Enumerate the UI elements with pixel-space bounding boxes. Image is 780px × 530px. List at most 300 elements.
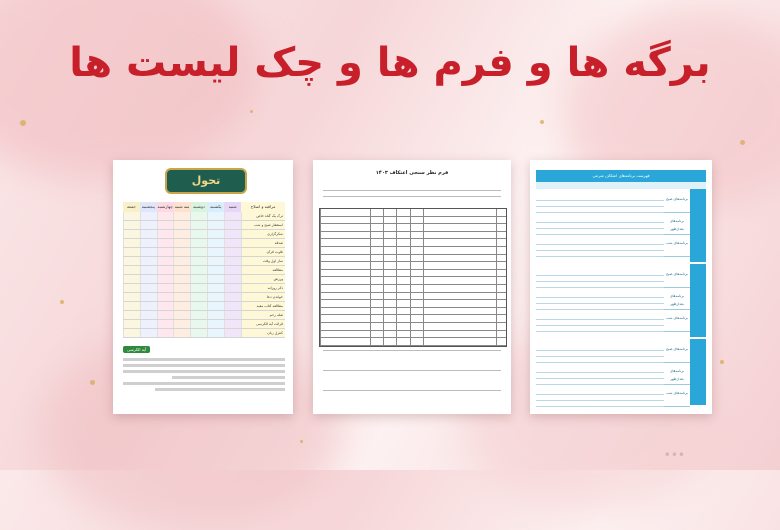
program-item: برنامه‌های شب — [664, 389, 690, 407]
checklist-row — [123, 266, 285, 275]
check-cell[interactable] — [190, 284, 207, 292]
survey-cell[interactable] — [383, 285, 396, 292]
check-cell[interactable] — [157, 293, 174, 301]
survey-cell[interactable] — [410, 255, 423, 262]
sheet-logo: تحول — [165, 168, 247, 194]
program-item: برنامه‌های بعدازظهر — [664, 367, 690, 385]
survey-cell[interactable] — [410, 239, 423, 246]
program-list-subheader — [536, 182, 706, 189]
survey-cell[interactable] — [496, 338, 506, 345]
survey-cell[interactable] — [383, 232, 396, 239]
check-cell[interactable] — [157, 266, 174, 274]
check-cell[interactable] — [173, 266, 190, 274]
survey-cell[interactable] — [320, 300, 370, 307]
survey-row — [320, 323, 506, 331]
survey-cell[interactable] — [320, 262, 370, 269]
survey-cell[interactable] — [410, 277, 423, 284]
survey-row — [320, 285, 506, 293]
program-line — [536, 275, 664, 276]
program-line — [536, 287, 664, 288]
survey-cell[interactable] — [496, 262, 506, 269]
survey-cell[interactable] — [423, 217, 496, 224]
survey-cell[interactable] — [383, 239, 396, 246]
text-line — [123, 358, 285, 361]
survey-cell[interactable] — [396, 293, 409, 300]
check-cell[interactable] — [224, 230, 241, 238]
survey-cell[interactable] — [370, 293, 383, 300]
survey-cell[interactable] — [320, 270, 370, 277]
check-cell[interactable] — [123, 275, 140, 283]
survey-cell[interactable] — [383, 247, 396, 254]
check-cell[interactable] — [207, 248, 224, 256]
check-cell[interactable] — [190, 302, 207, 310]
survey-cell[interactable] — [496, 270, 506, 277]
survey-cell[interactable] — [496, 277, 506, 284]
check-cell[interactable] — [207, 230, 224, 238]
survey-cell[interactable] — [423, 308, 496, 315]
survey-cell[interactable] — [410, 262, 423, 269]
checklist-row — [123, 239, 285, 248]
check-cell[interactable] — [157, 212, 174, 220]
check-cell[interactable] — [207, 239, 224, 247]
check-cell[interactable] — [157, 257, 174, 265]
program-line — [536, 222, 664, 223]
check-cell[interactable] — [140, 221, 157, 229]
survey-cell[interactable] — [410, 247, 423, 254]
program-line — [536, 256, 664, 257]
survey-cell[interactable] — [423, 232, 496, 239]
check-cell[interactable] — [123, 311, 140, 319]
check-cell[interactable] — [123, 293, 140, 301]
check-cell[interactable] — [207, 212, 224, 220]
checklist-row-label: مطالعه کتاب مفید — [241, 302, 285, 310]
check-cell[interactable] — [207, 302, 224, 310]
check-cell[interactable] — [157, 275, 174, 283]
survey-cell[interactable] — [423, 323, 496, 330]
gold-dot — [250, 110, 253, 113]
survey-cell[interactable] — [320, 224, 370, 231]
text-line — [323, 190, 501, 191]
survey-cell[interactable] — [320, 239, 370, 246]
checklist-row-label: نماز اول وقت — [241, 257, 285, 265]
check-cell[interactable] — [157, 239, 174, 247]
survey-row — [320, 331, 506, 339]
survey-cell[interactable] — [370, 308, 383, 315]
survey-form-sheet — [313, 160, 511, 414]
check-cell[interactable] — [173, 212, 190, 220]
survey-cell[interactable] — [396, 232, 409, 239]
check-cell[interactable] — [207, 311, 224, 319]
check-cell[interactable] — [123, 248, 140, 256]
check-cell[interactable] — [140, 212, 157, 220]
checklist-row-label: ورزش — [241, 275, 285, 283]
survey-cell[interactable] — [396, 331, 409, 338]
check-cell[interactable] — [190, 266, 207, 274]
survey-cell[interactable] — [496, 255, 506, 262]
survey-cell[interactable] — [370, 285, 383, 292]
survey-cell[interactable] — [370, 338, 383, 345]
text-line — [123, 382, 285, 385]
day-band — [690, 189, 706, 262]
survey-row — [320, 209, 506, 217]
checklist-row-label: ترک یک گناه خاص — [241, 212, 285, 220]
survey-cell[interactable] — [370, 277, 383, 284]
survey-cell[interactable] — [423, 247, 496, 254]
check-cell[interactable] — [190, 311, 207, 319]
gold-dot — [20, 120, 26, 126]
check-cell[interactable] — [140, 275, 157, 283]
check-cell[interactable] — [140, 311, 157, 319]
survey-cell[interactable] — [496, 323, 506, 330]
checklist-row-label: کنترل زبان — [241, 329, 285, 337]
check-cell[interactable] — [224, 311, 241, 319]
survey-row — [320, 224, 506, 232]
check-cell[interactable] — [224, 284, 241, 292]
survey-cell[interactable] — [423, 285, 496, 292]
program-line — [536, 331, 664, 332]
check-cell[interactable] — [173, 320, 190, 328]
survey-cell[interactable] — [423, 338, 496, 345]
check-cell[interactable] — [140, 284, 157, 292]
check-cell[interactable] — [190, 293, 207, 301]
program-list-title: فهرست برنامه‌های اعتکاف شرعی — [536, 170, 706, 182]
check-cell[interactable] — [224, 239, 241, 247]
program-line — [536, 212, 664, 213]
survey-row — [320, 247, 506, 255]
checklist-row — [123, 257, 285, 266]
survey-cell[interactable] — [370, 331, 383, 338]
check-cell[interactable] — [123, 302, 140, 310]
survey-cell[interactable] — [496, 224, 506, 231]
survey-cell[interactable] — [370, 217, 383, 224]
check-cell[interactable] — [224, 320, 241, 328]
check-cell[interactable] — [173, 275, 190, 283]
survey-cell[interactable] — [320, 308, 370, 315]
survey-cell[interactable] — [410, 331, 423, 338]
text-line — [323, 350, 501, 351]
survey-cell[interactable] — [496, 209, 506, 216]
survey-cell[interactable] — [410, 232, 423, 239]
survey-row — [320, 255, 506, 263]
survey-row — [320, 293, 506, 301]
survey-cell[interactable] — [383, 331, 396, 338]
survey-cell[interactable] — [496, 217, 506, 224]
survey-cell[interactable] — [320, 217, 370, 224]
footer-tag: آیة الکرسی — [123, 346, 150, 353]
check-cell[interactable] — [207, 221, 224, 229]
survey-row — [320, 300, 506, 308]
check-cell[interactable] — [157, 221, 174, 229]
check-cell[interactable] — [123, 212, 140, 220]
survey-cell[interactable] — [320, 331, 370, 338]
gold-dot — [740, 140, 745, 145]
survey-cell[interactable] — [423, 224, 496, 231]
survey-cell[interactable] — [396, 209, 409, 216]
check-cell[interactable] — [157, 230, 174, 238]
survey-cell[interactable] — [410, 300, 423, 307]
survey-cell[interactable] — [370, 209, 383, 216]
survey-cell[interactable] — [320, 338, 370, 345]
survey-cell[interactable] — [423, 239, 496, 246]
survey-cell[interactable] — [320, 293, 370, 300]
check-cell[interactable] — [224, 212, 241, 220]
check-cell[interactable] — [190, 230, 207, 238]
check-cell[interactable] — [157, 311, 174, 319]
program-item: برنامه‌های صبح — [664, 270, 690, 288]
survey-cell[interactable] — [496, 315, 506, 322]
survey-cell[interactable] — [320, 285, 370, 292]
survey-cell[interactable] — [410, 293, 423, 300]
check-cell[interactable] — [173, 239, 190, 247]
checklist-row-label: خواندن دعا — [241, 293, 285, 301]
survey-cell[interactable] — [423, 277, 496, 284]
program-line — [536, 228, 664, 229]
survey-cell[interactable] — [396, 338, 409, 345]
check-cell[interactable] — [140, 320, 157, 328]
survey-row — [320, 338, 506, 346]
check-cell[interactable] — [123, 284, 140, 292]
check-cell[interactable] — [123, 230, 140, 238]
survey-cell[interactable] — [423, 300, 496, 307]
survey-cell[interactable] — [396, 300, 409, 307]
survey-cell[interactable] — [370, 270, 383, 277]
check-cell[interactable] — [140, 230, 157, 238]
survey-cell[interactable] — [396, 323, 409, 330]
checklist-row — [123, 230, 285, 239]
survey-cell[interactable] — [370, 247, 383, 254]
survey-cell[interactable] — [383, 209, 396, 216]
form-title: فرم نظر سنجی اعتکاف ۱۴۰۳ — [375, 170, 449, 176]
program-line — [536, 309, 664, 310]
check-cell[interactable] — [123, 257, 140, 265]
check-cell[interactable] — [173, 248, 190, 256]
survey-cell[interactable] — [383, 323, 396, 330]
survey-cell[interactable] — [320, 232, 370, 239]
survey-cell[interactable] — [496, 331, 506, 338]
check-cell[interactable] — [140, 257, 157, 265]
program-list-sheet — [530, 160, 712, 414]
check-cell[interactable] — [173, 302, 190, 310]
checklist-row-label: تلاوت قرآن — [241, 248, 285, 256]
survey-row — [320, 217, 506, 225]
program-line — [536, 378, 664, 379]
checklist-row-label: صدقه — [241, 239, 285, 247]
check-cell[interactable] — [140, 302, 157, 310]
check-cell[interactable] — [224, 275, 241, 283]
check-cell[interactable] — [190, 239, 207, 247]
survey-cell[interactable] — [396, 285, 409, 292]
survey-cell[interactable] — [383, 308, 396, 315]
text-line — [123, 370, 285, 373]
check-cell[interactable] — [224, 248, 241, 256]
survey-cell[interactable] — [370, 323, 383, 330]
survey-cell[interactable] — [396, 217, 409, 224]
check-cell[interactable] — [123, 221, 140, 229]
check-cell[interactable] — [190, 221, 207, 229]
survey-cell[interactable] — [410, 338, 423, 345]
check-cell[interactable] — [207, 266, 224, 274]
survey-cell[interactable] — [370, 262, 383, 269]
survey-cell[interactable] — [320, 323, 370, 330]
checklist-row-label: شکرگزاری — [241, 230, 285, 238]
check-cell[interactable] — [224, 266, 241, 274]
survey-cell[interactable] — [383, 270, 396, 277]
survey-cell[interactable] — [370, 224, 383, 231]
survey-cell[interactable] — [423, 262, 496, 269]
program-line — [536, 200, 664, 201]
survey-cell[interactable] — [370, 232, 383, 239]
text-line — [155, 388, 285, 391]
survey-cell[interactable] — [496, 239, 506, 246]
survey-cell[interactable] — [370, 255, 383, 262]
checklist-row — [123, 311, 285, 320]
gold-dot — [60, 300, 64, 304]
day-band — [690, 264, 706, 337]
gold-dot — [720, 360, 724, 364]
check-cell[interactable] — [140, 266, 157, 274]
check-cell[interactable] — [190, 212, 207, 220]
survey-cell[interactable] — [423, 331, 496, 338]
check-cell[interactable] — [207, 284, 224, 292]
text-line — [323, 370, 501, 371]
check-cell[interactable] — [173, 230, 190, 238]
survey-cell[interactable] — [396, 224, 409, 231]
checklist-sheet — [113, 160, 293, 414]
check-cell[interactable] — [140, 293, 157, 301]
survey-cell[interactable] — [370, 315, 383, 322]
survey-cell[interactable] — [410, 217, 423, 224]
check-cell[interactable] — [224, 293, 241, 301]
survey-cell[interactable] — [410, 323, 423, 330]
program-line — [536, 206, 664, 207]
check-cell[interactable] — [173, 221, 190, 229]
survey-cell[interactable] — [410, 285, 423, 292]
survey-cell[interactable] — [423, 293, 496, 300]
program-line — [536, 394, 664, 395]
check-cell[interactable] — [173, 257, 190, 265]
check-cell[interactable] — [190, 257, 207, 265]
survey-row — [320, 262, 506, 270]
check-cell[interactable] — [140, 248, 157, 256]
check-cell[interactable] — [157, 284, 174, 292]
survey-cell[interactable] — [396, 262, 409, 269]
check-cell[interactable] — [173, 293, 190, 301]
program-line — [536, 350, 664, 351]
survey-cell[interactable] — [396, 247, 409, 254]
check-cell[interactable] — [140, 239, 157, 247]
survey-cell[interactable] — [320, 247, 370, 254]
check-cell[interactable] — [123, 320, 140, 328]
survey-cell[interactable] — [383, 277, 396, 284]
survey-cell[interactable] — [383, 255, 396, 262]
survey-cell[interactable] — [383, 293, 396, 300]
check-cell[interactable] — [157, 248, 174, 256]
day-band — [690, 339, 706, 405]
survey-cell[interactable] — [496, 293, 506, 300]
survey-cell[interactable] — [383, 217, 396, 224]
checklist-header — [123, 202, 285, 212]
survey-cell[interactable] — [410, 270, 423, 277]
check-cell[interactable] — [224, 257, 241, 265]
column-header: سه شنبه — [174, 202, 191, 212]
survey-row — [320, 239, 506, 247]
checklist-row-label: قرائت آیة الکرسی — [241, 320, 285, 328]
checklist-row-label: ذکر روزانه — [241, 284, 285, 292]
survey-cell[interactable] — [370, 239, 383, 246]
survey-cell[interactable] — [496, 285, 506, 292]
checklist-row — [123, 248, 285, 257]
check-cell[interactable] — [224, 302, 241, 310]
survey-cell[interactable] — [383, 224, 396, 231]
survey-cell[interactable] — [396, 308, 409, 315]
survey-cell[interactable] — [396, 277, 409, 284]
check-cell[interactable] — [190, 320, 207, 328]
survey-cell[interactable] — [410, 224, 423, 231]
program-line — [536, 400, 664, 401]
check-cell[interactable] — [123, 239, 140, 247]
check-cell[interactable] — [207, 293, 224, 301]
check-cell[interactable] — [173, 311, 190, 319]
survey-cell[interactable] — [410, 315, 423, 322]
survey-cell[interactable] — [396, 255, 409, 262]
survey-cell[interactable] — [383, 315, 396, 322]
survey-cell[interactable] — [496, 300, 506, 307]
survey-cell[interactable] — [383, 338, 396, 345]
checklist-grid — [123, 202, 285, 338]
gold-dot — [540, 120, 544, 124]
survey-row — [320, 308, 506, 316]
survey-cell[interactable] — [396, 239, 409, 246]
check-cell[interactable] — [123, 266, 140, 274]
program-item: برنامه‌های شب — [664, 314, 690, 332]
check-cell[interactable] — [190, 248, 207, 256]
survey-cell[interactable] — [496, 247, 506, 254]
survey-cell[interactable] — [320, 277, 370, 284]
survey-cell[interactable] — [320, 315, 370, 322]
survey-cell[interactable] — [370, 300, 383, 307]
check-cell[interactable] — [207, 320, 224, 328]
checklist-row — [123, 302, 285, 311]
check-cell[interactable] — [157, 302, 174, 310]
check-cell[interactable] — [157, 320, 174, 328]
survey-cell[interactable] — [396, 315, 409, 322]
program-item: برنامه‌های شب — [664, 239, 690, 257]
column-header: جمعه — [123, 202, 140, 212]
survey-cell[interactable] — [423, 255, 496, 262]
survey-cell[interactable] — [320, 209, 370, 216]
check-cell[interactable] — [207, 275, 224, 283]
survey-cell[interactable] — [423, 270, 496, 277]
gold-dot — [90, 380, 95, 385]
check-cell[interactable] — [173, 284, 190, 292]
survey-cell[interactable] — [383, 262, 396, 269]
check-cell[interactable] — [224, 221, 241, 229]
survey-cell[interactable] — [410, 209, 423, 216]
program-line — [536, 325, 664, 326]
survey-cell[interactable] — [383, 300, 396, 307]
survey-cell[interactable] — [396, 270, 409, 277]
survey-cell[interactable] — [423, 209, 496, 216]
check-cell[interactable] — [207, 257, 224, 265]
check-cell[interactable] — [190, 275, 207, 283]
survey-cell[interactable] — [496, 232, 506, 239]
checklist-row — [123, 221, 285, 230]
survey-cell[interactable] — [496, 308, 506, 315]
survey-cell[interactable] — [320, 255, 370, 262]
survey-cell[interactable] — [423, 315, 496, 322]
survey-cell[interactable] — [410, 308, 423, 315]
checklist-row-label: صله رحم — [241, 311, 285, 319]
